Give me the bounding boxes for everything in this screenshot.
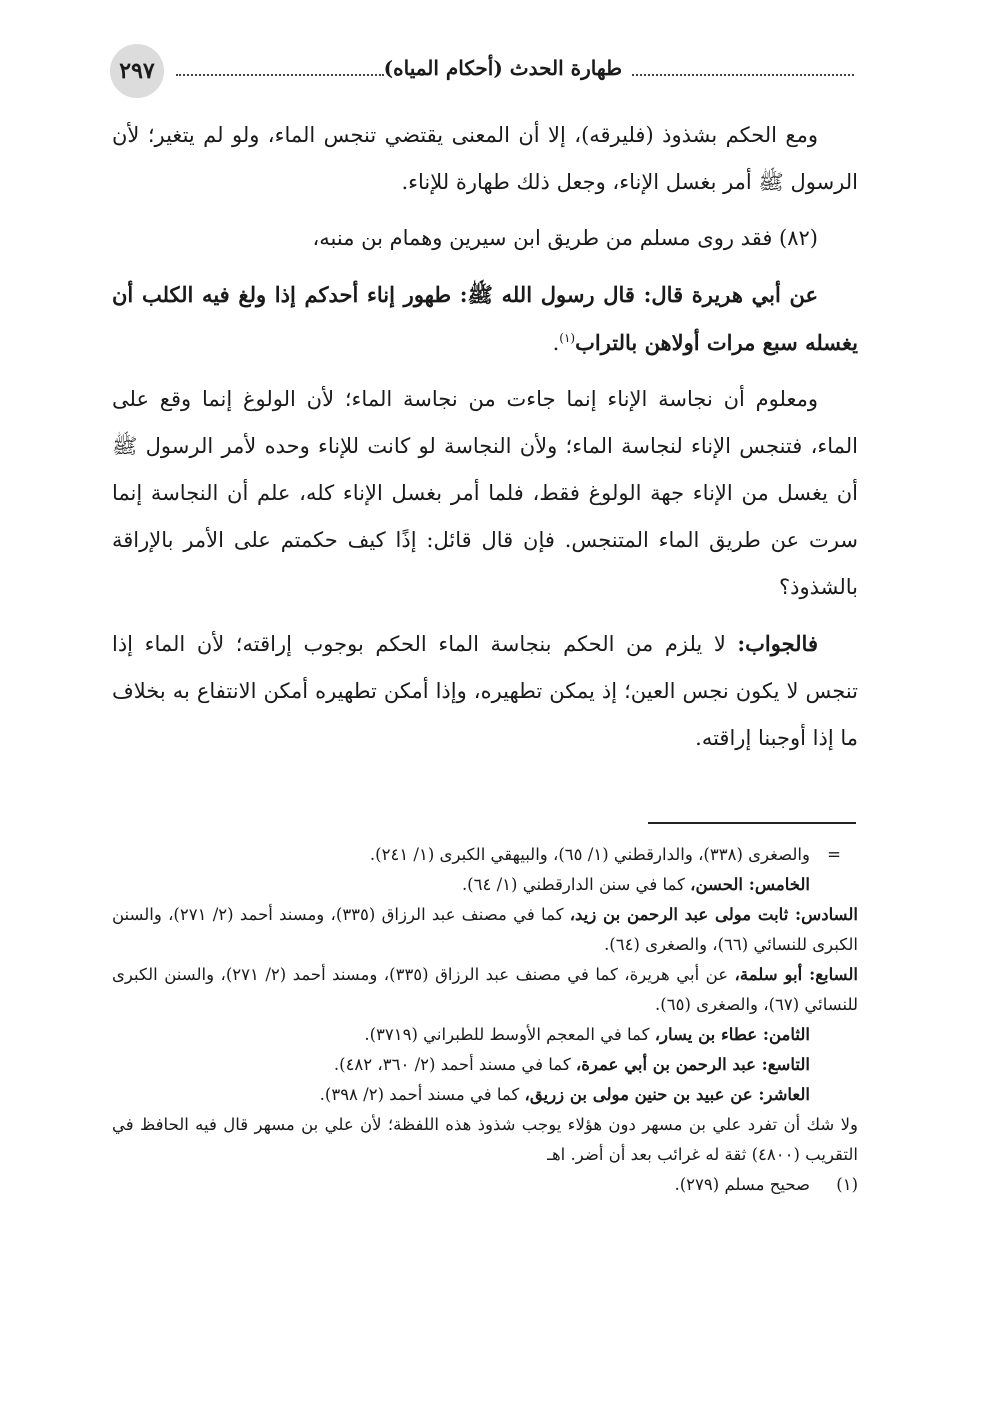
sixth-label: السادس: ثابت مولى عبد الرحمن بن زيد، <box>569 905 858 924</box>
footnote-tenth <box>112 1080 858 1110</box>
paragraph-4: ومعلوم أن نجاسة الإناء إنما جاءت من نجاسة الماء؛ لأن الولوغ إنما وقع على الماء، فتنجس الإناء لنجاسة الماء؛ ولأن النجاسة لو كانت للإناء وحده لأمر الرسول ﷺ أن يغسل من الإناء جهة الولوغ فقط، فلما أمر بغسل الإناء كله، علم أن النجاسة إنما سرت عن طريق الماء المتنجس. فإن قال قائل: إذًا كيف حكمتم على الأمر بالإراقة بالشذوذ؟ <box>112 387 858 599</box>
running-title: طهارة الحدث (أحكام المياه) <box>383 56 622 80</box>
footnotes <box>112 840 858 1200</box>
fifth-label: الخامس: الحسن، <box>690 875 810 894</box>
hadith-paragraph <box>112 271 858 367</box>
page-header <box>110 44 854 100</box>
hadith-end: . <box>552 331 560 355</box>
footnote-eighth <box>112 1020 858 1050</box>
main-text <box>112 112 858 771</box>
seventh-label: السابع: أبو سلمة، <box>734 965 858 984</box>
footnote-ref-1: (١) <box>559 331 576 345</box>
footnote-ninth <box>112 1050 858 1080</box>
footnote-1 <box>112 1170 858 1200</box>
tenth-text: كما في مسند أحمد (٢/ ٣٩٨). <box>319 1085 525 1104</box>
answer-text: لا يلزم من الحكم بنجاسة الماء الحكم بوجوب إراقته؛ لأن الماء إذا تنجس لا يكون نجس العين؛ إذ يمكن تطهيره، وإذا أمكن تطهيره أمكن الانتفاع به بخلاف ما إذا أوجبنا إراقته. <box>112 632 858 750</box>
continuation-text: والصغرى (٣٣٨)، والدارقطني (١/ ٦٥)، والبيهقي الكبرى (١/ ٢٤١). <box>369 845 810 864</box>
paragraph-2: (٨٢) فقد روى مسلم من طريق ابن سيرين وهمام بن منبه، <box>312 226 818 250</box>
footnote-1-number: (١) <box>836 1175 858 1194</box>
ninth-label: التاسع: عبد الرحمن بن أبي عمرة، <box>575 1055 810 1074</box>
paragraph-5 <box>112 620 858 762</box>
fifth-text: كما في سنن الدارقطني (١/ ٦٤). <box>461 875 691 894</box>
footnote-conclusion: ولا شك أن تفرد علي بن مسهر دون هؤلاء يوجب شذوذ هذه اللفظة؛ لأن علي بن مسهر قال فيه الحافظ في التقريب (٤٨٠٠) ثقة له غرائب بعد أن أضر. اهـ <box>112 1115 858 1164</box>
ninth-text: كما في مسند أحمد (٢/ ٣٦٠، ٤٨٢). <box>333 1055 576 1074</box>
header-dotted-leader-left <box>176 74 384 76</box>
page-number: ٢٩٧ <box>110 44 164 98</box>
sixth-text: كما في مصنف عبد الرزاق (٣٣٥)، ومسند أحمد (٢/ ٢٧١)، والسنن الكبرى للنسائي (٦٦)، والصغرى (٦٤). <box>112 905 858 954</box>
answer-label: فالجواب: <box>737 631 818 656</box>
footnote-sixth <box>112 900 858 960</box>
header-dotted-leader-right <box>632 74 854 76</box>
footnote-separator <box>648 822 856 824</box>
footnote-fifth <box>112 870 858 900</box>
footnote-seventh <box>112 960 858 1020</box>
seventh-text: عن أبي هريرة، كما في مصنف عبد الرزاق (٣٣٥)، ومسند أحمد (٢/ ٢٧١)، والسنن الكبرى للنسائي (٦٧)، والصغرى (٦٥). <box>112 965 858 1014</box>
eighth-label: الثامن: عطاء بن يسار، <box>654 1025 810 1044</box>
eighth-text: كما في المعجم الأوسط للطبراني (٣٧١٩). <box>364 1025 655 1044</box>
hadith-text: عن أبي هريرة قال: قال رسول الله ﷺ: طهور إناء أحدكم إذا ولغ فيه الكلب أن يغسله سبع مرات أولاهن بالتراب <box>112 282 858 355</box>
footnote-1-text: صحيح مسلم (٢٧٩). <box>674 1175 810 1194</box>
paragraph-1: ومع الحكم بشذوذ (فليرقه)، إلا أن المعنى يقتضي تنجس الماء، ولو لم يتغير؛ لأن الرسول ﷺ أمر بغسل الإناء، وجعل ذلك طهارة للإناء. <box>112 123 858 194</box>
tenth-label: العاشر: عن عبيد بن حنين مولى بن زريق، <box>524 1085 810 1104</box>
footnote-continuation <box>112 840 858 870</box>
continuation-mark: = <box>827 845 841 864</box>
